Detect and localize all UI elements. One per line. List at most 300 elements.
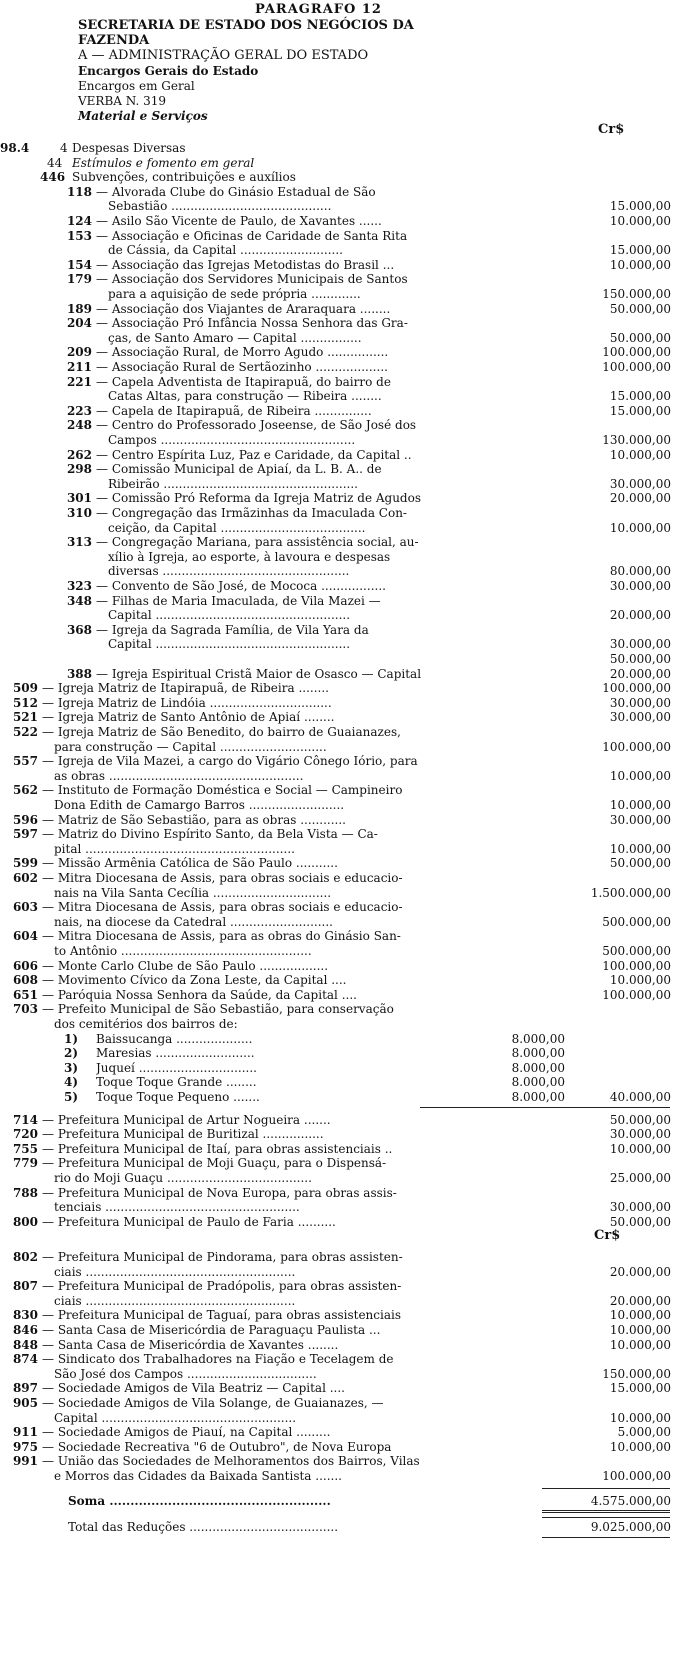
secretaria-heading: SECRETARIA DE ESTADO DOS NEGÓCIOS DA [78, 18, 414, 33]
cemetery-line [0, 1046, 683, 1060]
cemetery-amount: 8.000,00 [511, 1061, 565, 1075]
entry-line [0, 535, 683, 549]
entry-code: 596 [12, 813, 38, 827]
entry-line [0, 594, 683, 608]
entry-text: — Congregação Mariana, para assistência social, au- [96, 535, 419, 549]
entry-line [0, 1396, 683, 1410]
entry-value: 30.000,00 [609, 813, 671, 827]
entry-line [0, 564, 683, 578]
entry-text: — Capela Adventista de Itapirapuã, do bairro de [96, 375, 391, 389]
entry-text: as obras ................................................... [54, 769, 304, 783]
entry-text: — Igreja Matriz de São Benedito, do bairro de Guaianazes, [42, 725, 401, 739]
entry-line [0, 871, 683, 885]
entry-code: 179 [66, 272, 92, 286]
entry-line [0, 1323, 683, 1337]
administracao-heading: A — ADMINISTRAÇÃO GERAL DO ESTADO [78, 48, 369, 63]
entry-text: — Prefeitura Municipal de Buritizal ................ [42, 1127, 324, 1141]
entry-value: 10.000,00 [609, 214, 671, 228]
entry-value: 10.000,00 [609, 1142, 671, 1156]
entry-value: 1.500.000,00 [590, 886, 671, 900]
entry-value: 10.000,00 [609, 258, 671, 272]
entry-line [0, 900, 683, 914]
entry-line [0, 1156, 683, 1170]
entry-text: Capital ................................................... [108, 608, 351, 622]
entry-line [0, 1200, 683, 1214]
entry-value: 100.000,00 [602, 1469, 671, 1483]
entry-value: 10.000,00 [609, 842, 671, 856]
entry-text: São José dos Campos .................................. [54, 1367, 317, 1381]
soma-line [0, 1494, 683, 1508]
entry-text: — Prefeitura Municipal de Nova Europa, para obras assis- [42, 1186, 397, 1200]
entry-code: 599 [12, 856, 38, 870]
entry-value: 50.000,00 [609, 856, 671, 870]
entry-line [0, 579, 683, 593]
entry-text: — Prefeitura Municipal de Moji Guaçu, para o Dispensá- [42, 1156, 387, 1170]
entry-text: — Paróquia Nossa Senhora da Saúde, da Capital .... [42, 988, 357, 1002]
cemetery-name: Baissucanga .................... [96, 1032, 253, 1046]
reducoes-value: 9.025.000,00 [590, 1520, 671, 1534]
entry-code: 830 [12, 1308, 38, 1322]
entry-value: 15.000,00 [609, 243, 671, 257]
soma-double-rule [542, 1510, 670, 1511]
entry-value: 30.000,00 [609, 696, 671, 710]
group-num: 4 [60, 141, 68, 155]
entry-value: 15.000,00 [609, 389, 671, 403]
soma-rule [542, 1488, 670, 1489]
entry-value: 10.000,00 [609, 769, 671, 783]
entry-line [0, 710, 683, 724]
entry-code: 248 [66, 418, 92, 432]
entry-line [0, 754, 683, 768]
entry-code: 348 [66, 594, 92, 608]
entry-line [0, 302, 683, 316]
entry-text: — Prefeitura Municipal de Pindorama, para obras assisten- [42, 1250, 403, 1264]
entry-code: 262 [66, 448, 92, 462]
entry-value: 100.000,00 [602, 681, 671, 695]
entry-value: 100.000,00 [602, 959, 671, 973]
entry-text: — Igreja Matriz de Lindóia ................................ [42, 696, 332, 710]
entry-text: Sebastião .......................................... [108, 199, 332, 213]
entry-text: — Convento de São José, de Mococa ................. [96, 579, 386, 593]
entry-value: 20.000,00 [609, 608, 671, 622]
entry-text: — Matriz do Divino Espírito Santo, da Bela Vista — Ca- [42, 827, 378, 841]
entry-text: — Matriz de São Sebastião, para as obras ............ [42, 813, 346, 827]
entry-line [0, 681, 683, 695]
entry-code: 606 [12, 959, 38, 973]
reducoes-line [0, 1520, 683, 1534]
entry-code: 118 [66, 185, 92, 199]
entry-text: Ribeirão ................................................... [108, 477, 358, 491]
entry-code: 557 [12, 754, 38, 768]
entry-line [0, 229, 683, 243]
group-text: Subvenções, contribuições e auxílios [72, 170, 296, 184]
entry-line [0, 448, 683, 462]
entry-value: 10.000,00 [609, 798, 671, 812]
entry-text: ciais ....................................................... [54, 1265, 296, 1279]
group-line [0, 170, 683, 184]
entry-text: — Sociedade Recreativa "6 de Outubro", de Nova Europa [42, 1440, 392, 1454]
entry-text: — Igreja de Vila Mazei, a cargo do Vigário Cônego Iório, para [42, 754, 418, 768]
entry-value: 25.000,00 [609, 1171, 671, 1185]
entry-line [0, 1294, 683, 1308]
entry-line [0, 258, 683, 272]
entry-value: 10.000,00 [609, 1308, 671, 1322]
entry-text: — Prefeitura Municipal de Taguaí, para obras assistenciais [42, 1308, 401, 1322]
entry-code: 562 [12, 783, 38, 797]
entry-value: 30.000,00 [609, 710, 671, 724]
entry-line [0, 1186, 683, 1200]
subtotal-rule [420, 1107, 670, 1108]
currency-heading-2: Cr$ [594, 1228, 621, 1243]
entry-line [0, 798, 683, 812]
paragraph-title: PARAGRAFO 12 [255, 2, 382, 17]
entry-text: — Comissão Municipal de Apiaí, da L. B. A.. de [96, 462, 382, 476]
entry-text: — Sindicato dos Trabalhadores na Fiação e Tecelagem de [42, 1352, 394, 1366]
entry-line [0, 418, 683, 432]
entry-line [0, 886, 683, 900]
entry-code: 323 [66, 579, 92, 593]
entry-text: — Igreja Matriz de Santo Antônio de Apiaí ........ [42, 710, 335, 724]
group-line [0, 141, 683, 155]
entry-line [0, 272, 683, 286]
entry-code: 604 [12, 929, 38, 943]
entry-line [0, 1381, 683, 1395]
entry-code: 807 [12, 1279, 38, 1293]
entry-text: — Associação das Igrejas Metodistas do Brasil ... [96, 258, 395, 272]
entry-code: 975 [12, 1440, 38, 1454]
entry-value: 50.000,00 [609, 652, 671, 666]
entry-text: — Movimento Cívico da Zona Leste, da Capital .... [42, 973, 347, 987]
entry-code: 602 [12, 871, 38, 885]
entry-text: Catas Altas, para construção — Ribeira ........ [108, 389, 382, 403]
entry-value: 500.000,00 [602, 944, 671, 958]
entry-line [0, 345, 683, 359]
entry-line [0, 696, 683, 710]
entry-text: — Comissão Pró Reforma da Igreja Matriz de Agudos [96, 491, 421, 505]
entry-value: 10.000,00 [609, 1411, 671, 1425]
group-num: 44 [47, 156, 63, 170]
entry-line [0, 813, 683, 827]
entry-text: para a aquisição de sede própria ............. [108, 287, 361, 301]
entry-code: 189 [66, 302, 92, 316]
cemetery-name: Toque Toque Pequeno ....... [96, 1090, 260, 1104]
entry-text: — Igreja da Sagrada Família, de Vila Yara da [96, 623, 369, 637]
entry-code: 509 [12, 681, 38, 695]
entry-value: 50.000,00 [609, 1113, 671, 1127]
entry-text: ças, de Santo Amaro — Capital ................ [108, 331, 362, 345]
entry-text: Campos ................................................... [108, 433, 356, 447]
entry-line [0, 915, 683, 929]
entry-text: — Asilo São Vicente de Paulo, de Xavantes ...... [96, 214, 382, 228]
entry-text: ceição, da Capital ...................................... [108, 521, 366, 535]
entry-code: 522 [12, 725, 38, 739]
entry-text: — Associação dos Servidores Municipais de Santos [96, 272, 408, 286]
cemetery-number: 3) [64, 1061, 79, 1075]
entry-value: 10.000,00 [609, 1323, 671, 1337]
secretaria-heading-cont: FAZENDA [78, 33, 150, 48]
entry-line [0, 973, 683, 987]
group-code: 98.4 [0, 141, 30, 155]
entry-text: — Prefeito Municipal de São Sebastião, para conservação [42, 1002, 394, 1016]
entry-value: 20.000,00 [609, 1265, 671, 1279]
entry-line [0, 491, 683, 505]
entry-code: 298 [66, 462, 92, 476]
entry-line [0, 1338, 683, 1352]
entry-line [0, 1127, 683, 1141]
entry-text: — Filhas de Maria Imaculada, de Vila Mazei — [96, 594, 381, 608]
entry-text: xílio à Igreja, ao esporte, à lavoura e despesas [108, 550, 391, 564]
cemetery-line [0, 1090, 683, 1104]
entry-line [0, 287, 683, 301]
soma-value: 4.575.000,00 [590, 1494, 671, 1508]
entry-line [0, 1279, 683, 1293]
entry-line [0, 959, 683, 973]
group-text: Despesas Diversas [72, 141, 186, 155]
entry-line [0, 783, 683, 797]
entry-code: 204 [66, 316, 92, 330]
entry-line [0, 243, 683, 257]
reducoes-bottom-rule [542, 1537, 670, 1538]
entry-code: 874 [12, 1352, 38, 1366]
entry-code: 153 [66, 229, 92, 243]
entry-code: 603 [12, 900, 38, 914]
entry-line [0, 1454, 683, 1468]
entry-code: 788 [12, 1186, 38, 1200]
entry-value: 15.000,00 [609, 1381, 671, 1395]
entry-line [0, 637, 683, 651]
entry-text: — Mitra Diocesana de Assis, para as obras do Ginásio San- [42, 929, 401, 943]
entry-line [0, 477, 683, 491]
entry-text: Capital ................................................... [54, 1411, 297, 1425]
group-text: Estímulos e fomento em geral [72, 156, 255, 170]
entry-line [0, 988, 683, 1002]
entry-line [0, 608, 683, 622]
entry-line [0, 1215, 683, 1229]
entry-value: 100.000,00 [602, 360, 671, 374]
cemetery-number: 2) [64, 1046, 79, 1060]
entry-line [0, 331, 683, 345]
encargos-gerais: Encargos Gerais do Estado [78, 64, 259, 78]
entry-value: 10.000,00 [609, 448, 671, 462]
entry-line [0, 1352, 683, 1366]
cemetery-amount: 8.000,00 [511, 1075, 565, 1089]
entry-value: 30.000,00 [609, 579, 671, 593]
cemeteries-total: 40.000,00 [609, 1090, 671, 1104]
entry-text: — Mitra Diocesana de Assis, para obras sociais e educacio- [42, 900, 403, 914]
entry-code: 597 [12, 827, 38, 841]
entry-value: 80.000,00 [609, 564, 671, 578]
entry-text: — Associação dos Viajantes de Araraquara ........ [96, 302, 391, 316]
entry-value: 20.000,00 [609, 1294, 671, 1308]
entry-code: 651 [12, 988, 38, 1002]
entry-text: — Sociedade Amigos de Vila Beatriz — Capital .... [42, 1381, 345, 1395]
entry-line [0, 550, 683, 564]
entry-line [0, 929, 683, 943]
entry-text: — União das Sociedades de Melhoramentos dos Bairros, Vilas [42, 1454, 420, 1468]
entry-text: — Associação Pró Infância Nossa Senhora das Gra- [96, 316, 408, 330]
entry-code: 521 [12, 710, 38, 724]
entry-text: nais na Vila Santa Cecília ............................... [54, 886, 332, 900]
entry-text: — Monte Carlo Clube de São Paulo .................. [42, 959, 329, 973]
entry-value: 100.000,00 [602, 740, 671, 754]
entry-line [0, 316, 683, 330]
entry-code: 313 [66, 535, 92, 549]
entry-line [0, 827, 683, 841]
cemetery-amount: 8.000,00 [511, 1090, 565, 1104]
entry-code: 310 [66, 506, 92, 520]
entry-line [0, 1469, 683, 1483]
entry-line [0, 185, 683, 199]
entry-value: 10.000,00 [609, 1338, 671, 1352]
entry-line [0, 623, 683, 637]
entry-text: — Prefeitura Municipal de Paulo de Faria .......... [42, 1215, 336, 1229]
entry-line [0, 1411, 683, 1425]
cemetery-line [0, 1061, 683, 1075]
entry-value: 15.000,00 [609, 404, 671, 418]
entry-text: para construção — Capital ............................ [54, 740, 327, 754]
entry-code: 848 [12, 1338, 38, 1352]
cemetery-name: Juqueí ............................... [96, 1061, 257, 1075]
entry-text: ciais ....................................................... [54, 1294, 296, 1308]
entry-text: nais, na diocese da Catedral ........................... [54, 915, 333, 929]
entry-line [0, 360, 683, 374]
entry-value: 130.000,00 [602, 433, 671, 447]
entry-value: 30.000,00 [609, 1200, 671, 1214]
entry-text: — Sociedade Amigos de Piauí, na Capital ......... [42, 1425, 331, 1439]
entry-code: 124 [66, 214, 92, 228]
entry-value: 150.000,00 [602, 287, 671, 301]
entry-text: — Prefeitura Municipal de Pradópolis, para obras assisten- [42, 1279, 402, 1293]
entry-value: 500.000,00 [602, 915, 671, 929]
entry-line [0, 214, 683, 228]
entry-text: — Capela de Itapirapuã, de Ribeira ............... [96, 404, 372, 418]
entry-line [0, 1250, 683, 1264]
cemetery-name: Toque Toque Grande ........ [96, 1075, 257, 1089]
entry-code: 846 [12, 1323, 38, 1337]
entry-text: — Santa Casa de Misericórdia de Xavantes ........ [42, 1338, 339, 1352]
reducoes-label: Total das Reduções ....................................... [68, 1520, 339, 1534]
entry-line [0, 725, 683, 739]
cemetery-amount: 8.000,00 [511, 1046, 565, 1060]
entry-code: 703 [12, 1002, 38, 1016]
entry-code: 223 [66, 404, 92, 418]
entry-text: dos cemitérios dos bairros de: [54, 1017, 238, 1031]
cemetery-amount: 8.000,00 [511, 1032, 565, 1046]
entry-text: Dona Edith de Camargo Barros ......................... [54, 798, 345, 812]
entry-value: 100.000,00 [602, 988, 671, 1002]
entry-text: — Congregação das Irmãzinhas da Imaculada Con- [96, 506, 407, 520]
entry-line [0, 404, 683, 418]
entry-code: 779 [12, 1156, 38, 1170]
entry-code: 209 [66, 345, 92, 359]
entry-code: 608 [12, 973, 38, 987]
entry-text: pital ....................................................... [54, 842, 295, 856]
entry-code: 301 [66, 491, 92, 505]
cemetery-line [0, 1032, 683, 1046]
entry-value: 150.000,00 [602, 1367, 671, 1381]
entry-line [0, 856, 683, 870]
entry-line [0, 1265, 683, 1279]
entry-value: 50.000,00 [609, 331, 671, 345]
entry-line [0, 462, 683, 476]
entry-code: 221 [66, 375, 92, 389]
entry-value: 30.000,00 [609, 1127, 671, 1141]
entry-value: 10.000,00 [609, 521, 671, 535]
entry-line [0, 1367, 683, 1381]
entry-line [0, 1440, 683, 1454]
currency-line [0, 1229, 683, 1243]
entry-line [0, 199, 683, 213]
entry-code: 512 [12, 696, 38, 710]
cemetery-line [0, 1075, 683, 1089]
cemetery-number: 1) [64, 1032, 79, 1046]
entry-line [0, 375, 683, 389]
soma-label: Soma ..................................................... [68, 1494, 331, 1508]
entry-text: — Associação Rural de Sertãozinho ................... [96, 360, 388, 374]
entry-code: 388 [66, 667, 92, 681]
entry-text: e Morros das Cidades da Baixada Santista ....... [54, 1469, 342, 1483]
entry-line [0, 1017, 683, 1031]
entry-code: 368 [66, 623, 92, 637]
entry-code: 714 [12, 1113, 38, 1127]
entry-text: — Sociedade Amigos de Vila Solange, de Guaianazes, — [42, 1396, 384, 1410]
entry-code: 897 [12, 1381, 38, 1395]
entry-line [0, 1171, 683, 1185]
entry-text: — Igreja Matriz de Itapirapuã, de Ribeira ........ [42, 681, 329, 695]
entry-text: — Associação e Oficinas de Caridade de Santa Rita [96, 229, 408, 243]
entry-text: — Alvorada Clube do Ginásio Estadual de São [96, 185, 376, 199]
entry-text: diversas ................................................. [108, 564, 350, 578]
entry-line [0, 521, 683, 535]
entry-value: 50.000,00 [609, 1215, 671, 1229]
material-heading: Material e Serviços [78, 109, 208, 123]
entry-code: 755 [12, 1142, 38, 1156]
entry-line [0, 944, 683, 958]
entry-text: rio do Moji Guaçu ...................................... [54, 1171, 312, 1185]
entry-line [0, 1113, 683, 1127]
entry-line [0, 1002, 683, 1016]
entry-value: 10.000,00 [609, 1440, 671, 1454]
entry-line [0, 506, 683, 520]
entry-text: — Centro Espírita Luz, Paz e Caridade, da Capital .. [96, 448, 412, 462]
reducoes-rule [542, 1517, 670, 1518]
encargos-geral: Encargos em Geral [78, 79, 195, 93]
currency-heading: Cr$ [598, 122, 625, 137]
entry-value: 20.000,00 [609, 667, 671, 681]
entry-code: 211 [66, 360, 92, 374]
entry-text: — Santa Casa de Misericórdia de Paraguaçu Paulista ... [42, 1323, 381, 1337]
entry-value: 20.000,00 [609, 491, 671, 505]
entry-line [0, 652, 683, 666]
entry-line [0, 1142, 683, 1156]
entry-line [0, 842, 683, 856]
soma-double-rule-2 [542, 1512, 670, 1513]
entry-line [0, 1425, 683, 1439]
entry-code: 720 [12, 1127, 38, 1141]
verba-number: VERBA N. 319 [78, 94, 167, 108]
entry-code: 905 [12, 1396, 38, 1410]
entry-code: 911 [12, 1425, 38, 1439]
entry-line [0, 389, 683, 403]
entry-line [0, 433, 683, 447]
entry-text: — Igreja Espiritual Cristã Maior de Osasco — Capital [96, 667, 422, 681]
entry-value: 100.000,00 [602, 345, 671, 359]
group-line [0, 156, 683, 170]
entry-line [0, 1308, 683, 1322]
cemetery-number: 4) [64, 1075, 79, 1089]
entry-text: — Prefeitura Municipal de Itaí, para obras assistenciais .. [42, 1142, 393, 1156]
entry-value: 30.000,00 [609, 637, 671, 651]
